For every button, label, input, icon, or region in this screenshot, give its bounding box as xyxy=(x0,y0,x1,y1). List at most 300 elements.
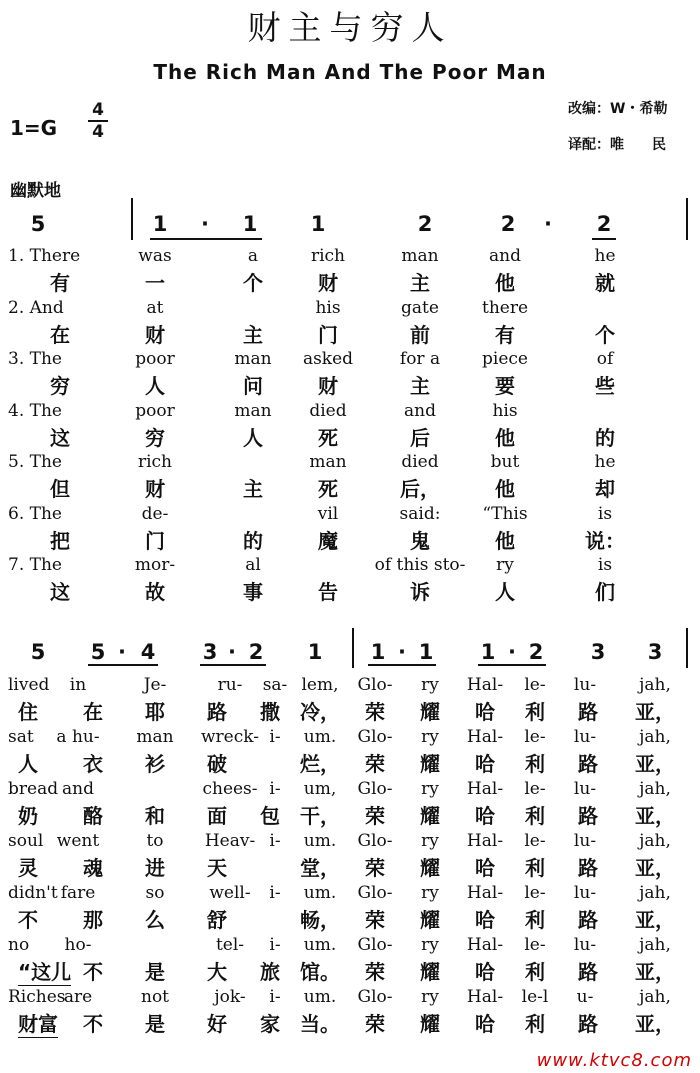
lyric-chinese: 路 xyxy=(578,1012,598,1036)
note-digit: 1 xyxy=(310,212,326,236)
lyric-english: 5. The xyxy=(8,452,62,472)
lyric-english: and xyxy=(489,246,521,266)
lyric-chinese: 诉 xyxy=(410,580,430,604)
lyric-chinese: 利 xyxy=(525,700,545,724)
lyric-chinese: 财 xyxy=(145,477,165,501)
lyric-chinese: 舒 xyxy=(207,908,227,932)
lyric-english: rich xyxy=(310,246,346,266)
lyric-english: said: xyxy=(399,503,441,524)
translator-credit: 译配：唯 民 xyxy=(568,137,666,153)
lyric-chinese: 是 xyxy=(145,960,165,984)
lyric-chinese: 奶 xyxy=(18,804,38,828)
lyric-chinese: 亚， xyxy=(635,908,675,932)
note-digit: 5 xyxy=(90,640,106,664)
lyric-chinese: 但 xyxy=(50,477,70,501)
lyric-english: um, xyxy=(303,779,337,799)
lyric-english: Hal- xyxy=(466,831,504,851)
note-digit: 1 xyxy=(152,212,168,236)
lyric-english: but xyxy=(490,452,520,472)
lyric-chinese: 干， xyxy=(300,804,340,828)
note-dot: · xyxy=(544,212,552,236)
lyric-english: le- xyxy=(524,727,546,747)
lyric-english: a hu- xyxy=(56,727,100,747)
note-dot: · xyxy=(508,640,516,664)
lyric-english: are xyxy=(63,987,93,1007)
lyric-chinese: 是 xyxy=(145,1012,165,1036)
lyric-english: tel- xyxy=(215,935,245,955)
lyric-chinese: 哈 xyxy=(475,804,495,828)
lyric-english: Glo- xyxy=(357,935,393,955)
lyric-english: died xyxy=(401,452,439,472)
lyric-chinese: 这 xyxy=(50,580,70,604)
lyric-chinese: 鬼 xyxy=(410,528,430,553)
lyric-chinese: 门 xyxy=(318,322,338,347)
lyric-english: i- xyxy=(269,935,281,955)
lyric-chinese: 路 xyxy=(578,700,598,724)
lyric-chinese: 故 xyxy=(145,580,165,604)
lyric-english: “This xyxy=(482,503,528,524)
lyric-english: is xyxy=(597,503,613,524)
lyric-english: poor xyxy=(135,349,175,369)
lyric-english: chees- xyxy=(202,779,258,799)
lyric-chinese: 亚， xyxy=(635,700,675,724)
lyric-chinese: 死 xyxy=(318,425,338,450)
lyric-english: fare xyxy=(60,883,96,903)
lyric-chinese: 面 xyxy=(207,804,227,828)
lyric-english: lu- xyxy=(573,675,597,695)
lyric-english: um. xyxy=(303,883,337,903)
time-signature xyxy=(86,100,110,142)
lyric-english: 2. And xyxy=(8,297,64,318)
lyric-chinese: “这儿 xyxy=(18,956,71,985)
note-dot: · xyxy=(228,640,236,664)
lyric-chinese: 耀 xyxy=(420,960,440,984)
lyric-chinese: 耀 xyxy=(420,908,440,932)
lyric-english: well- xyxy=(209,883,251,903)
lyric-english: he xyxy=(594,246,616,266)
lyric-chinese: 他 xyxy=(495,528,515,553)
song-title-english: The Rich Man And The Poor Man xyxy=(153,60,547,84)
lyric-english: is xyxy=(597,555,613,575)
lyric-english: al xyxy=(245,555,261,575)
lyric-chinese: 亚， xyxy=(635,1012,675,1036)
lyric-chinese: 破 xyxy=(207,752,227,776)
lyric-chinese: 人 xyxy=(145,374,165,398)
lyric-chinese: 耀 xyxy=(420,804,440,828)
lyric-english: le-l xyxy=(521,987,549,1007)
lyric-english: i- xyxy=(269,727,281,747)
time-signature-bottom: 4 xyxy=(92,122,104,142)
lyric-chinese: 问 xyxy=(243,374,263,398)
lyric-english: le- xyxy=(524,831,546,851)
lyric-chinese: 在 xyxy=(50,322,70,347)
lyric-english: de- xyxy=(141,503,169,524)
lyric-english: no xyxy=(8,935,30,955)
lyric-chinese: 个 xyxy=(595,322,615,347)
lyric-english: soul xyxy=(8,831,44,851)
lyric-english: lu- xyxy=(573,831,597,851)
lyric-chinese: 主 xyxy=(243,322,263,347)
lyric-english: le- xyxy=(524,675,546,695)
lyric-chinese: 哈 xyxy=(475,700,495,724)
lyric-english: 6. The xyxy=(8,503,62,524)
lyric-english: vil xyxy=(317,503,339,524)
lyric-chinese: 穷 xyxy=(145,425,165,450)
lyric-chinese: 财富 xyxy=(18,1008,58,1037)
lyric-chinese: 利 xyxy=(525,908,545,932)
lyric-english: ru- xyxy=(217,675,243,695)
lyric-chinese: 就 xyxy=(595,271,615,295)
note-digit: 1 xyxy=(418,640,434,664)
lyric-english: Hal- xyxy=(466,935,504,955)
lyric-chinese: 主 xyxy=(410,374,430,398)
lyric-english: man xyxy=(401,246,439,266)
lyric-chinese: 事 xyxy=(243,580,263,604)
note-digit: 1 xyxy=(370,640,386,664)
lyric-english: i- xyxy=(269,779,281,799)
lyric-chinese: 利 xyxy=(525,960,545,984)
lyric-chinese: 哈 xyxy=(475,908,495,932)
lyric-english: his xyxy=(492,400,518,421)
lyric-chinese: 耀 xyxy=(420,700,440,724)
lyric-chinese: 哈 xyxy=(475,960,495,984)
lyric-chinese: 旅 xyxy=(260,960,280,984)
lyric-chinese: 荣 xyxy=(365,856,385,880)
lyric-chinese: 的 xyxy=(243,528,263,553)
lyric-chinese: 亚， xyxy=(635,960,675,984)
lyric-english: Glo- xyxy=(357,779,393,799)
beam-underline xyxy=(150,238,262,240)
lyric-english: a xyxy=(247,246,259,266)
lyric-chinese: 荣 xyxy=(365,700,385,724)
bar-line xyxy=(352,628,354,668)
lyric-chinese: 亚， xyxy=(635,804,675,828)
lyric-english: man xyxy=(136,727,174,747)
lyric-chinese: 亚， xyxy=(635,856,675,880)
lyric-chinese: 们 xyxy=(595,580,615,604)
lyric-english: Riches xyxy=(8,987,66,1007)
lyric-english: jah, xyxy=(639,727,671,747)
lyric-chinese: 把 xyxy=(50,528,70,553)
lyric-english: so xyxy=(145,883,165,903)
lyric-chinese: 不 xyxy=(18,908,38,932)
lyric-english: and xyxy=(404,400,436,421)
time-signature-top: 4 xyxy=(92,100,104,120)
note-digit: 1 xyxy=(480,640,496,664)
beam-underline xyxy=(200,664,266,666)
lyric-chinese: 进 xyxy=(145,856,165,880)
arranger-credit: 改编：W・希勒 xyxy=(568,101,668,117)
note-digit: 2 xyxy=(500,212,516,236)
lyric-chinese: 有 xyxy=(50,271,70,295)
lyric-chinese: 衫 xyxy=(145,752,165,776)
lyric-english: lu- xyxy=(573,779,597,799)
lyric-english: jah, xyxy=(639,935,671,955)
lyric-chinese: 利 xyxy=(525,752,545,776)
lyric-english: 3. The xyxy=(8,349,62,369)
lyric-chinese: 衣 xyxy=(83,752,103,776)
lyric-english: jah, xyxy=(639,675,671,695)
lyric-chinese: 主 xyxy=(410,271,430,295)
tempo-marking: 幽默地 xyxy=(10,181,61,201)
lyric-chinese: 哈 xyxy=(475,856,495,880)
lyric-chinese: 住 xyxy=(18,700,38,724)
lyric-chinese: 财 xyxy=(145,322,165,347)
lyric-english: lu- xyxy=(573,883,597,903)
lyric-english: ry xyxy=(421,675,439,695)
note-digit: 4 xyxy=(140,640,156,664)
lyric-english: lived xyxy=(8,675,50,695)
lyric-chinese: 在 xyxy=(83,700,103,724)
lyric-chinese: 却 xyxy=(595,477,615,501)
lyric-english: bread xyxy=(8,779,59,799)
site-watermark: www.ktvc8.com xyxy=(536,1050,692,1071)
note-digit: 3 xyxy=(647,640,663,664)
lyric-chinese: 哈 xyxy=(475,752,495,776)
lyric-english: wreck- xyxy=(200,727,260,747)
lyric-chinese: 财 xyxy=(318,271,338,295)
lyric-chinese: 馆。 xyxy=(300,960,340,984)
lyric-chinese: 他 xyxy=(495,271,515,295)
lyric-chinese: 好 xyxy=(207,1012,227,1036)
lyric-english: le- xyxy=(524,935,546,955)
lyric-chinese: 个 xyxy=(243,271,263,295)
lyric-english: mor- xyxy=(134,555,176,575)
lyric-english: Hal- xyxy=(466,727,504,747)
lyric-chinese: 魂 xyxy=(83,856,103,880)
lyric-chinese: 的 xyxy=(595,425,615,450)
lyric-english: ry xyxy=(496,555,514,575)
lyric-english: um. xyxy=(303,727,337,747)
lyric-chinese: 人 xyxy=(495,580,515,604)
lyric-chinese: 不 xyxy=(83,1012,103,1036)
lyric-english: ho- xyxy=(64,935,92,955)
lyric-chinese: 利 xyxy=(525,1012,545,1036)
lyric-chinese: 畅， xyxy=(300,908,340,932)
lyric-chinese: 利 xyxy=(525,804,545,828)
lyric-english: Glo- xyxy=(357,987,393,1007)
lyric-chinese: 酪 xyxy=(83,804,103,828)
lyric-chinese: 有 xyxy=(495,322,515,347)
lyric-english: lem, xyxy=(301,675,339,695)
lyric-english: man xyxy=(234,400,272,421)
lyric-english: Glo- xyxy=(357,727,393,747)
lyric-chinese: 荣 xyxy=(365,752,385,776)
lyric-english: gate xyxy=(401,297,439,318)
lyric-english: ry xyxy=(421,727,439,747)
song-title-chinese: 财主与穷人 xyxy=(247,8,453,47)
lyric-chinese: 亚， xyxy=(635,752,675,776)
lyric-chinese: 路 xyxy=(207,700,227,724)
lyric-english: sat xyxy=(8,727,34,747)
lyric-chinese: 他 xyxy=(495,477,515,501)
bar-line xyxy=(686,628,688,668)
lyric-chinese: 路 xyxy=(578,804,598,828)
lyric-english: 7. The xyxy=(8,555,62,575)
lyric-english: asked xyxy=(302,349,354,369)
lyric-english: Hal- xyxy=(466,987,504,1007)
lyric-english: died xyxy=(309,400,347,421)
lyric-english: ry xyxy=(421,779,439,799)
lyric-english: there xyxy=(481,297,529,318)
lyric-english: jah, xyxy=(639,831,671,851)
lyric-english: i- xyxy=(269,987,281,1007)
lyric-english: Heav- xyxy=(204,831,256,851)
lyric-chinese: 人 xyxy=(18,752,38,776)
lyric-chinese: 冷， xyxy=(300,700,340,724)
lyric-english: le- xyxy=(524,883,546,903)
lyric-chinese: 说： xyxy=(585,528,625,553)
key-signature: 1=G xyxy=(10,116,58,140)
lyric-english: ry xyxy=(421,831,439,851)
lyric-english: and xyxy=(62,779,94,799)
lyric-chinese: 荣 xyxy=(365,960,385,984)
beam-underline xyxy=(88,664,158,666)
lyric-english: was xyxy=(138,246,172,266)
bar-line xyxy=(131,198,133,240)
lyric-english: um. xyxy=(303,987,337,1007)
lyric-chinese: 灵 xyxy=(18,856,38,880)
lyric-english: went xyxy=(56,831,100,851)
lyric-english: 1. There xyxy=(8,246,81,266)
lyric-english: jok- xyxy=(214,987,246,1007)
lyric-chinese: 堂， xyxy=(300,856,340,880)
lyric-chinese: 一 xyxy=(145,271,165,295)
note-digit: 1 xyxy=(242,212,258,236)
lyric-chinese: 穷 xyxy=(50,374,70,398)
lyric-english: ry xyxy=(421,987,439,1007)
lyric-chinese: 当。 xyxy=(300,1012,340,1036)
lyric-english: sa- xyxy=(262,675,288,695)
lyric-chinese: 门 xyxy=(145,528,165,553)
lyric-english: u- xyxy=(576,987,594,1007)
lyric-english: didn't xyxy=(8,883,58,903)
lyric-english: i- xyxy=(269,883,281,903)
lyric-english: Hal- xyxy=(466,675,504,695)
lyric-chinese: 路 xyxy=(578,856,598,880)
lyric-chinese: 大 xyxy=(207,960,227,984)
lyric-english: ry xyxy=(421,935,439,955)
lyric-chinese: 和 xyxy=(145,804,165,828)
lyric-chinese: 告 xyxy=(318,580,338,604)
lyric-english: poor xyxy=(135,400,175,421)
note-digit: 2 xyxy=(596,212,612,236)
lyric-chinese: 路 xyxy=(578,752,598,776)
lyric-english: Glo- xyxy=(357,883,393,903)
lyric-chinese: 财 xyxy=(318,374,338,398)
lyric-chinese: 天 xyxy=(207,856,227,880)
lyric-chinese: 要 xyxy=(495,374,515,398)
lyric-english: his xyxy=(315,297,341,318)
lyric-chinese: 耀 xyxy=(420,752,440,776)
note-digit: 2 xyxy=(528,640,544,664)
lyric-chinese: 前 xyxy=(410,322,430,347)
beam-underline xyxy=(478,664,546,666)
lyric-english: i- xyxy=(269,831,281,851)
lyric-english: jah, xyxy=(639,987,671,1007)
note-digit: 2 xyxy=(248,640,264,664)
lyric-english: not xyxy=(140,987,170,1007)
lyric-english: jah, xyxy=(639,883,671,903)
lyric-english: man xyxy=(234,349,272,369)
lyric-chinese: 荣 xyxy=(365,1012,385,1036)
lyric-chinese: 家 xyxy=(260,1012,280,1036)
lyric-chinese: 魔 xyxy=(318,528,338,553)
lyric-chinese: 么 xyxy=(145,908,165,932)
lyric-english: lu- xyxy=(573,727,597,747)
lyric-english: um. xyxy=(303,935,337,955)
note-digit: 3 xyxy=(202,640,218,664)
lyric-english: piece xyxy=(482,349,528,369)
note-digit: 5 xyxy=(30,212,46,236)
lyric-english: Hal- xyxy=(466,883,504,903)
lyric-chinese: 撒 xyxy=(260,700,280,724)
lyric-chinese: 后 xyxy=(410,425,430,450)
lyric-chinese: 主 xyxy=(243,477,263,501)
lyric-chinese: 哈 xyxy=(475,1012,495,1036)
lyric-chinese: 路 xyxy=(578,960,598,984)
note-dot: · xyxy=(398,640,406,664)
lyric-chinese: 不 xyxy=(83,960,103,984)
lyric-english: at xyxy=(146,297,164,318)
lyric-chinese: 人 xyxy=(243,425,263,450)
lyric-english: in xyxy=(69,675,87,695)
lyric-english: for a xyxy=(399,349,441,369)
lyric-chinese: 后， xyxy=(400,477,440,501)
note-dot: · xyxy=(201,212,209,236)
lyric-chinese: 烂， xyxy=(300,752,340,776)
lyric-english: rich xyxy=(137,452,173,472)
lyric-english: Glo- xyxy=(357,675,393,695)
note-digit: 2 xyxy=(417,212,433,236)
lyric-chinese: 些 xyxy=(595,374,615,398)
lyric-chinese: 利 xyxy=(525,856,545,880)
lyric-chinese: 这 xyxy=(50,425,70,450)
beam-underline xyxy=(592,238,616,240)
lyric-english: lu- xyxy=(573,935,597,955)
lyric-english: Je- xyxy=(143,675,167,695)
lyric-chinese: 路 xyxy=(578,908,598,932)
lyric-english: man xyxy=(309,452,347,472)
lyric-chinese: 耀 xyxy=(420,856,440,880)
lyric-chinese: 耶 xyxy=(145,700,165,724)
lyric-chinese: 荣 xyxy=(365,908,385,932)
lyric-english: ry xyxy=(421,883,439,903)
bar-line xyxy=(686,198,688,240)
lyric-chinese: 他 xyxy=(495,425,515,450)
lyric-english: of this sto- xyxy=(374,555,466,575)
note-digit: 3 xyxy=(590,640,606,664)
lyric-english: Hal- xyxy=(466,779,504,799)
lyric-chinese: 死 xyxy=(318,477,338,501)
lyric-english: of xyxy=(596,349,614,369)
lyric-chinese: 荣 xyxy=(365,804,385,828)
lyric-english: 4. The xyxy=(8,400,62,421)
lyric-chinese: 包 xyxy=(260,804,280,828)
lyric-chinese: 耀 xyxy=(420,1012,440,1036)
note-digit: 1 xyxy=(307,640,323,664)
lyric-english: to xyxy=(146,831,164,851)
lyric-english: le- xyxy=(524,779,546,799)
lyric-english: Glo- xyxy=(357,831,393,851)
lyric-english: um. xyxy=(303,831,337,851)
lyric-chinese: 那 xyxy=(83,908,103,932)
lyric-english: jah, xyxy=(639,779,671,799)
beam-underline xyxy=(368,664,436,666)
note-dot: · xyxy=(118,640,126,664)
lyric-english: he xyxy=(594,452,616,472)
note-digit: 5 xyxy=(30,640,46,664)
